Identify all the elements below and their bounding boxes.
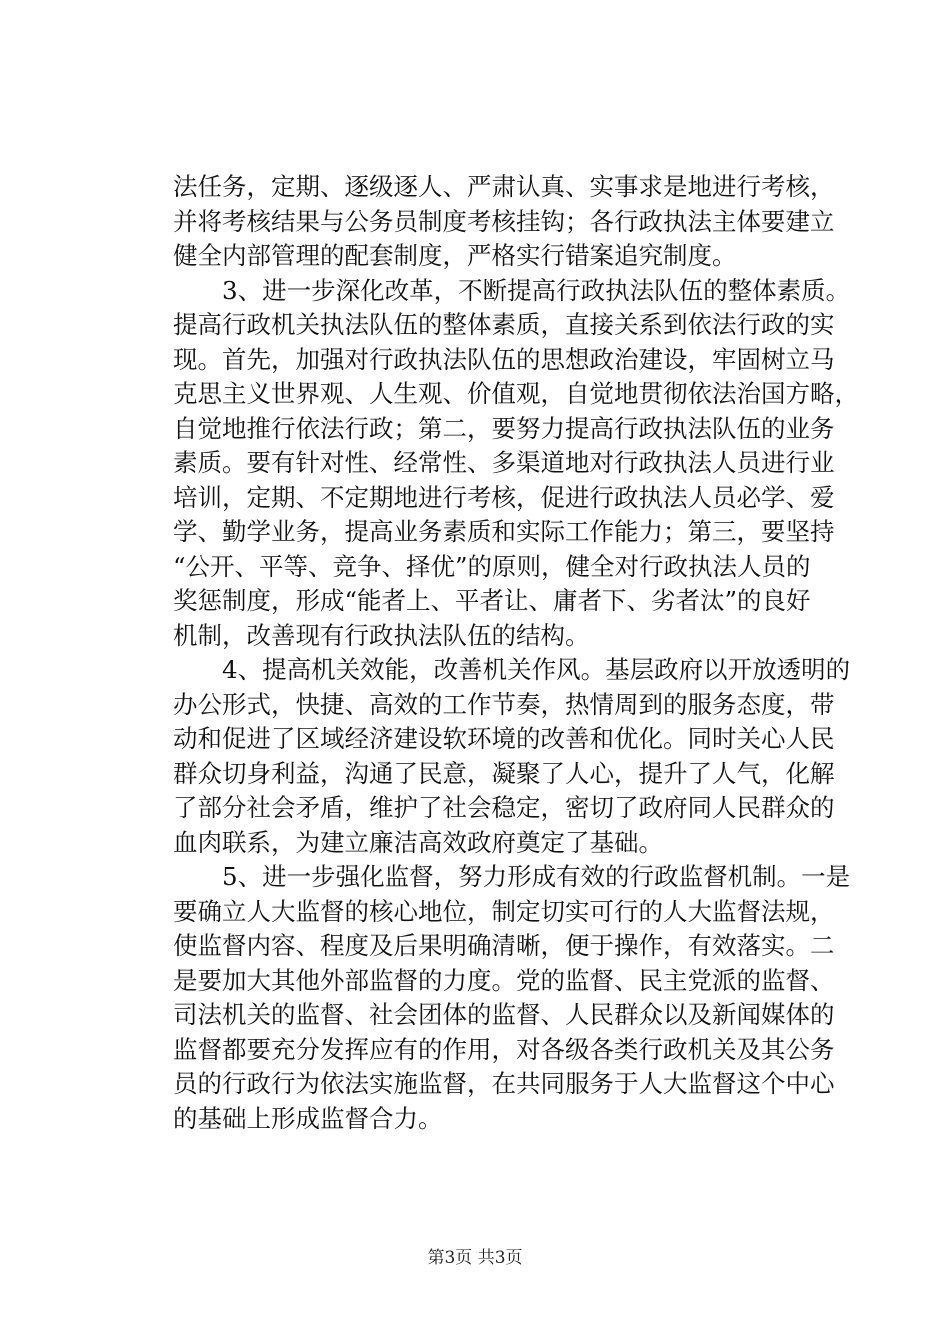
document-body	[173, 170, 859, 1136]
text-line: 要确立人大监督的核心地位，制定切实可行的人大监督法规，	[173, 896, 835, 926]
text-line: 群众切身利益，沟通了民意，凝聚了人心，提升了人气，化解	[173, 758, 835, 788]
text-line: 并将考核结果与公务员制度考核挂钩；各行政执法主体要建立	[173, 206, 835, 236]
paragraph-first-line: 4、提高机关效能，改善机关作风。基层政府以开放透明的	[222, 655, 851, 684]
text-line: “公开、平等、竞争、择优”的原则，健全对行政执法人员的	[173, 551, 811, 581]
text-line: 健全内部管理的配套制度，严格实行错案追究制度。	[173, 241, 737, 270]
text-line: 自觉地推行依法行政；第二，要努力提高行政执法队伍的业务	[173, 413, 835, 443]
text-line: 培训，定期、不定期地进行考核，促进行政执法人员必学、爱	[173, 482, 835, 512]
paragraph-first-line: 3、进一步深化改革，不断提高行政执法队伍的整体素质。	[222, 275, 851, 305]
page-footer: 第3页 共3页	[427, 1248, 523, 1268]
text-line: 是要加大其他外部监督的力度。党的监督、民主党派的监督、	[173, 965, 835, 995]
text-line: 动和促进了区域经济建设软环境的改善和优化。同时关心人民	[173, 724, 835, 753]
text-line: 奖惩制度，形成“能者上、平者让、庸者下、劣者汰”的良好	[173, 586, 811, 615]
paragraph-first-line: 5、进一步强化监督，努力形成有效的行政监督机制。一是	[222, 862, 851, 891]
text-line: 机制，改善现有行政执法队伍的结构。	[173, 620, 590, 650]
text-line: 法任务，定期、逐级逐人、严肃认真、实事求是地进行考核，	[173, 172, 835, 201]
text-line: 提高行政机关执法队伍的整体素质，直接关系到依法行政的实	[173, 310, 835, 339]
text-line: 司法机关的监督、社会团体的监督、人民群众以及新闻媒体的	[173, 1000, 835, 1029]
text-line: 学、勤学业务，提高业务素质和实际工作能力；第三，要坚持	[173, 517, 835, 546]
text-line: 了部分社会矛盾，维护了社会稳定，密切了政府同人民群众的	[173, 793, 835, 822]
text-line: 现。首先，加强对行政执法队伍的思想政治建设，牢固树立马	[173, 344, 835, 374]
text-line: 办公形式，快捷、高效的工作节奏，热情周到的服务态度，带	[173, 689, 835, 719]
text-line: 使监督内容、程度及后果明确清晰，便于操作，有效落实。二	[173, 931, 835, 960]
text-line: 监督都要充分发挥应有的作用，对各级各类行政机关及其公务	[173, 1034, 835, 1064]
text-line: 的基础上形成监督合力。	[173, 1103, 443, 1133]
text-line: 员的行政行为依法实施监督，在共同服务于人大监督这个中心	[173, 1069, 835, 1098]
text-line: 血肉联系，为建立廉洁高效政府奠定了基础。	[173, 827, 663, 857]
text-line: 克思主义世界观、人生观、价值观，自觉地贯彻依法治国方略，	[173, 379, 859, 408]
text-line: 素质。要有针对性、经常性、多渠道地对行政执法人员进行业	[173, 448, 835, 477]
